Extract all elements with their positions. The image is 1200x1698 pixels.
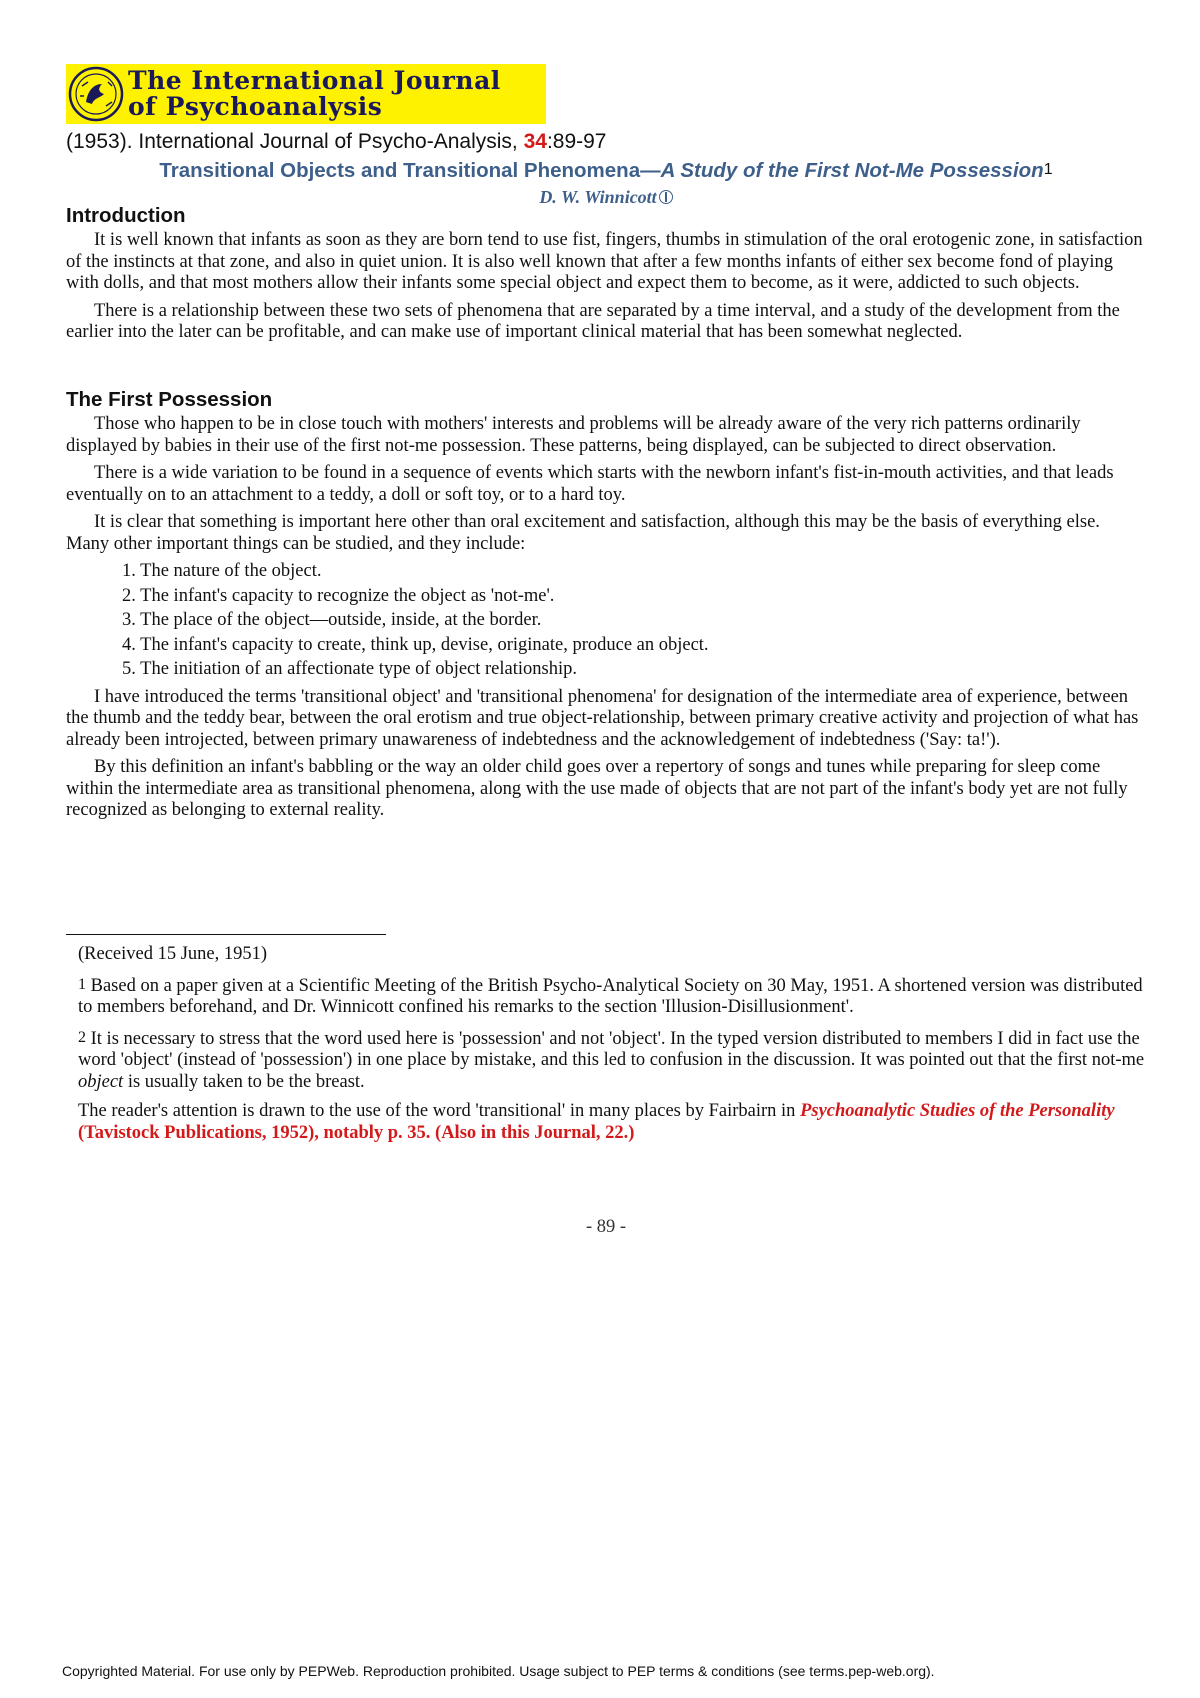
footnote-2-text-a: It is necessary to stress that the word used here is 'possession' and not 'object'. In the typed version distributed to members I did in fact use the word 'object' (instead of 'possession') in one place by mistake, and this led to confusion in the discussion. It was pointed out that the first not-me — [78, 1028, 1145, 1070]
footnote-2-italic: object — [78, 1071, 124, 1092]
list-item: 1. The nature of the object. — [122, 561, 322, 581]
journal-name — [128, 68, 501, 120]
title-footnote-ref[interactable]: 1 — [1043, 161, 1053, 178]
page-number: - 89 - — [585, 1217, 627, 1237]
citation-pages: :89-97 — [546, 130, 607, 153]
paragraph: By this definition an infant's babbling or the way an older child goes over a repertory of songs and tunes while preparing for sleep come within the intermediate area as transitional phenomena, along with the use made of objects that are not part of the infant's body yet are not fully recognized as belonging to external reality. — [66, 757, 1128, 820]
intro-heading: Introduction — [66, 204, 186, 227]
citation-prefix: (1953). International Journal of Psycho-Analysis, — [66, 130, 524, 153]
footnote-3-text: The reader's attention is drawn to the use of the word 'transitional' in many places by Fairbairn in — [78, 1101, 801, 1121]
reference-link-rest: (Tavistock Publications, 1952), notably p. 35. (Also in this Journal, 22.) — [78, 1122, 635, 1143]
author — [66, 187, 1146, 208]
journal-name-line1: The International Journal — [128, 66, 501, 95]
footnote-2 — [78, 1027, 1146, 1094]
list-item: 5. The initiation of an affectionate type of object relationship. — [122, 659, 577, 679]
list-item: 2. The infant's capacity to recognize the object as 'not-me'. — [122, 585, 555, 606]
paragraph: There is a wide variation to be found in a sequence of events which starts with the newborn infant's fist-in-mouth activities, and that leads eventually on to an attachment to a teddy, a doll or soft toy, or to a hard toy. — [66, 463, 1114, 505]
author-name[interactable]: D. W. Winnicott — [539, 187, 657, 207]
paragraph: Those who happen to be in close touch with mothers' interests and problems will be already aware of the very rich patterns ordinarily displayed by babies in their use of the first not-me possession. These patterns, being displayed, can be subjected to direct observation. — [66, 414, 1081, 456]
list-item: 4. The infant's capacity to create, think up, devise, originate, produce an object. — [122, 634, 709, 655]
list-item: 3. The place of the object—outside, inside, at the border. — [122, 610, 542, 630]
first-possession-section — [66, 414, 1146, 828]
first-possession-heading: The First Possession — [66, 388, 273, 411]
author-info-icon[interactable] — [659, 190, 673, 204]
volume-link[interactable]: 34 — [523, 130, 547, 153]
copyright-notice: Copyrighted Material. For use only by PEPWeb. Reproduction prohibited. Usage subject to PEP terms & conditions (see terms.pep-web.org). — [62, 1663, 935, 1679]
paragraph: It is clear that something is important here other than oral excitement and satisfaction, although this may be the basis of everything else. Many other important things can be studied, and they include: — [66, 512, 1100, 554]
title-subtitle: —A Study of the First Not-Me Possession — [640, 159, 1044, 182]
numbered-list — [66, 561, 1146, 681]
intro-section — [66, 230, 1146, 350]
footnote-divider — [66, 934, 386, 935]
title-main: Transitional Objects and Transitional Phenomena — [159, 159, 641, 182]
footnote-1-number: 1 — [78, 975, 86, 993]
paragraph: It is well known that infants as soon as they are born tend to use fist, fingers, thumbs in stimulation of the oral erotogenic zone, in satisfaction of the instincts at that zone, and also in quiet union. It is also well known that after a few months infants of either sex become fond of playing with dolls, and that most mothers allow their infants some special object and expect them to become, as it were, addicted to such objects. — [66, 230, 1143, 293]
journal-seal-icon — [68, 66, 124, 122]
footnotes — [78, 944, 1146, 1152]
journal-name-line2: of Psychoanalysis — [128, 92, 383, 121]
citation — [66, 130, 606, 154]
paragraph: I have introduced the terms 'transitional object' and 'transitional phenomena' for designation of the intermediate area of experience, between the thumb and the teddy bear, between the oral erotism and true object-relationship, between primary creative activity and projection of what has already been introjected, between primary unawareness of indebtedness and the acknowledgement of indebtedness ('Say: ta!'). — [66, 686, 1139, 750]
paragraph: There is a relationship between these two sets of phenomena that are separated by a time interval, and a study of the development from the earlier into the later can be profitable, and can make use of important clinical material that has been somewhat neglected. — [66, 300, 1120, 342]
reference-link-title: Psychoanalytic Studies of the Personality — [800, 1101, 1115, 1121]
article-title — [66, 159, 1146, 183]
footnote-1 — [78, 974, 1146, 1019]
journal-banner[interactable] — [66, 64, 546, 124]
footnote-2-text-b: is usually taken to be the breast. — [123, 1071, 365, 1092]
footnote-3 — [78, 1101, 1146, 1144]
footnote-1-text: Based on a paper given at a Scientific Meeting of the British Psycho-Analytical Society on 30 May, 1951. A shortened version was distributed to members beforehand, and Dr. Winnicott confined his remarks to the section 'Illusion-Disillusionment'. — [78, 975, 1143, 1017]
received-date: (Received 15 June, 1951) — [78, 944, 268, 964]
footnote-2-number: 2 — [78, 1028, 86, 1046]
